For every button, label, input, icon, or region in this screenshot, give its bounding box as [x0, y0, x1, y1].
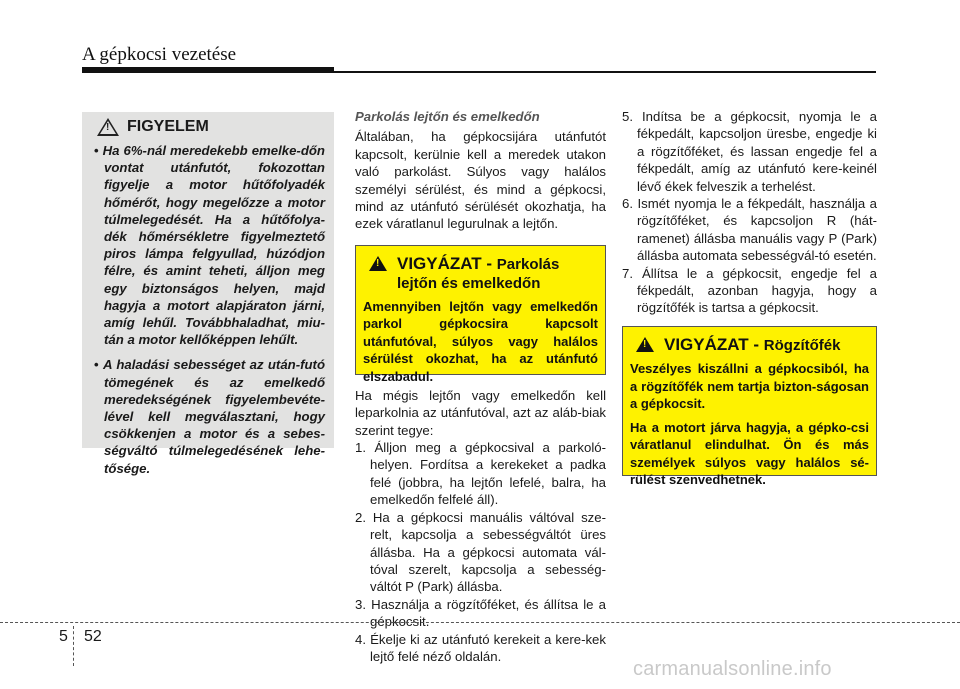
- step-item: 7. Állítsa le a gépkocsit, engedje fel a fékpedált, azonban hagyja, hogy a rögzítőfék is tartsa a gépkocsit.: [622, 265, 877, 316]
- warning-box-parking-brake: [622, 326, 877, 487]
- step-item: 3. Használja a rögzítőféket, és állítsa le a gépkocsit.: [355, 596, 606, 630]
- intro-paragraph: Általában, ha gépkocsijára utánfutót kapcsolt, kerülnie kell a meredek utakon való parkolást. Súlyos vagy halálos személyi sérülést, és mind a gépkocsi, mind az utánfutó sérülését okozhatja, ha ezek váratlanul legurulnak a lejtőn.: [355, 129, 606, 232]
- section-number: 5: [59, 628, 68, 645]
- caution-triangle-icon: !: [97, 118, 119, 136]
- watermark: carmanualsonline.info: [633, 658, 832, 680]
- step-item: 2. Ha a gépkocsi manuális váltóval sze-relt, kapcsolja a sebességváltót üres állásba. Ha a gépkocsi automata vál-tóval szerelt, kapcsolja a sebesség-váltót P (Park) állásba.: [355, 509, 606, 595]
- middle-column: [355, 108, 606, 665]
- right-column: [622, 108, 877, 317]
- notice-header: [97, 118, 325, 136]
- warning-text: Veszélyes kiszállni a gépkocsiból, ha a rögzítőfék nem tartja bizton-ságosan a gépkocsit.: [630, 361, 869, 411]
- notice-item: • A haladási sebességet az után-futó tömegének és az emelkedő meredekségének figyelembevéte-lével kell megválasztani, hogy csökkenjen a motor és a sebes-ségváltó túlmelegedésének lehe-tősége.: [91, 356, 325, 476]
- title-bar-thick: [82, 67, 334, 73]
- warning-triangle-icon: !: [369, 256, 387, 271]
- footer-separator: [0, 622, 960, 623]
- warning-text: Amennyiben lejtőn vagy emelkedőn parkol gépkocsira kapcsolt utánfutóval, súlyos vagy halálos sérülést okozhat, ha az utánfutó elszabadul.: [363, 298, 598, 384]
- step-item: 6. Ismét nyomja le a fékpedált, használja a rögzítőféket, és kapcsoljon R (hát-ramenet) állásba manuális vagy P (Park) állásba automata sebességvál-tó esetén.: [622, 196, 877, 264]
- title-bar-thin: [334, 71, 876, 73]
- lead-paragraph: Ha mégis lejtőn vagy emelkedőn kell leparkolnia az utánfutóval, azt az aláb-biak szerint tegye:: [355, 387, 606, 438]
- notice-item: • Ha 6%-nál meredekebb emelke-dőn vontat utánfutót, fokozottan figyelje a motor hűtőfolyadék hőmérőt, hogy megelőzze a motor túlmelegedését. Ha a hűtőfolya-dék hőmérsékletre figyelmeztető piros lámpa felgyullad, húzódjon félre, és amint teheti, álljon meg egy biztonságos helyen, majd hagyja a motort alapjáraton járni, amíg lehűl. Továbbhaladhat, miu-tán a motor kellőképpen lehűlt.: [91, 142, 325, 348]
- warning-title: [664, 335, 840, 355]
- warning-topic: Rögzítőfék: [763, 337, 841, 354]
- chapter-title: A gépkocsi vezetése: [82, 44, 237, 65]
- steps-list: [355, 439, 606, 665]
- step-item: 5. Indítsa be a gépkocsit, nyomja le a fékpedált, kapcsoljon üresbe, engedje ki a rögzítőféket, és lassan engedje fel a fékpedált, amíg az utánfutó kere-keinél lévő ékek felveszik a terhelést.: [622, 109, 877, 194]
- warning-label: VIGYÁZAT -: [397, 253, 497, 273]
- warning-title: [397, 254, 598, 293]
- notice-list: [91, 142, 325, 477]
- page-number: 52: [84, 628, 102, 645]
- section-subheading: Parkolás lejtőn és emelkedőn: [355, 109, 540, 124]
- warning-triangle-icon: !: [636, 337, 654, 352]
- warning-label: VIGYÁZAT -: [664, 335, 764, 354]
- page-number-divider: [73, 626, 74, 666]
- notice-title: FIGYELEM: [127, 118, 209, 135]
- warning-topic: Parkolás lejtőn és emelkedőn: [397, 255, 560, 292]
- step-item: 4. Ékelje ki az utánfutó kerekeit a kere-kek lejtő felé néző oldalán.: [355, 631, 606, 664]
- warning-box-parking: [355, 245, 606, 384]
- notice-box: [82, 112, 334, 476]
- steps-list-continued: [622, 108, 877, 317]
- step-item: 1. Álljon meg a gépkocsival a parkoló-helyen. Fordítsa a kerekeket a padka felé (jobbra, ha lejtőn lefelé, balra, ha emelkedőn felfelé áll).: [355, 440, 606, 508]
- warning-text: Ha a motort járva hagyja, a gépko-csi váratlanul elindulhat. Ön és más személyek súlyos vagy halálos sé-rülést szenvedhetnek.: [630, 419, 869, 487]
